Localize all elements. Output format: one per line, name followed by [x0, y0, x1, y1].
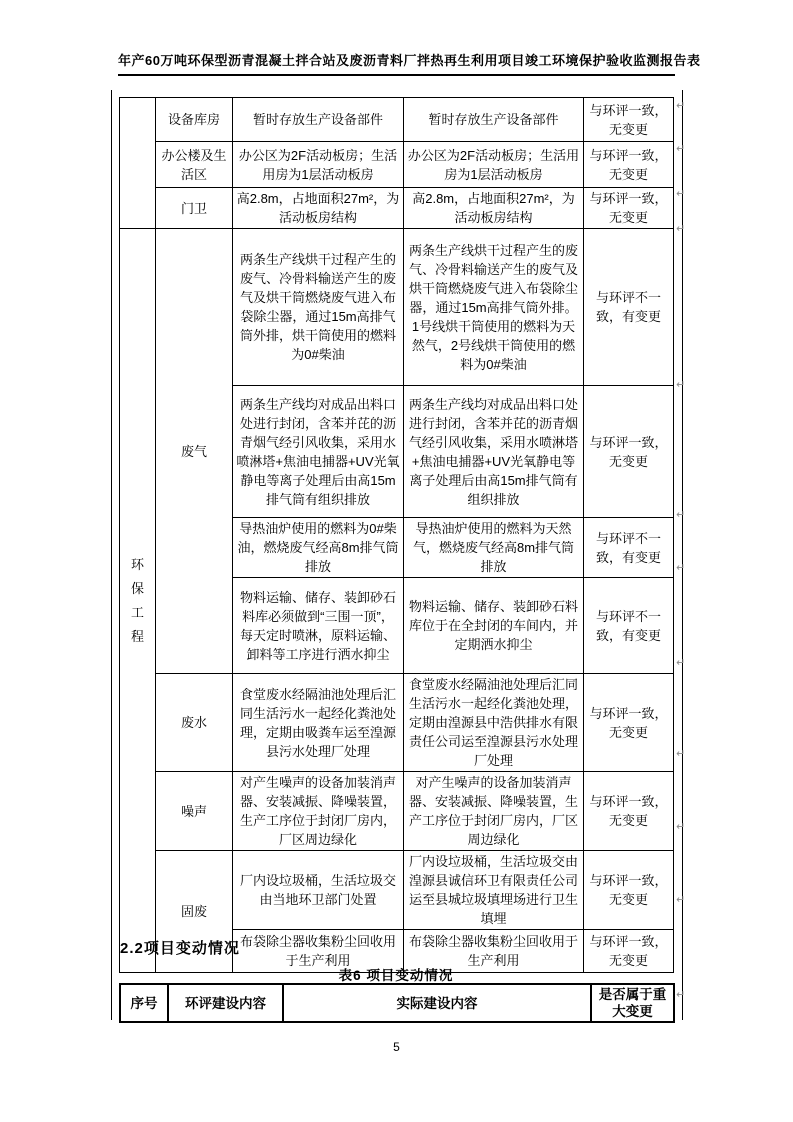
column-header-actual: 实际建设内容 — [283, 984, 591, 1022]
eia-content-cell: 布袋除尘器收集粉尘回收用于生产利用 — [233, 930, 404, 973]
document-header-title: 年产60万吨环保型沥青混凝土拌合站及废沥青料厂拌热再生利用项目竣工环境保护验收监测报告表 — [118, 53, 701, 68]
eia-content-cell: 暂时存放生产设备部件 — [233, 98, 404, 142]
eia-content-cell: 导热油炉使用的燃料为0#柴油，燃烧废气经高8m排气筒排放 — [233, 518, 404, 578]
actual-content-cell: 两条生产线烘干过程产生的废气、冷骨料输送产生的废气及烘干筒燃烧废气进入布袋除尘器，通过15m高排气筒外排。1号线烘干筒使用的燃料为天然气，2号线烘干筒使用的燃料为0#柴油 — [404, 229, 584, 386]
status-cell: 与环评一致，无变更 — [584, 851, 674, 930]
eia-content-cell: 对产生噪声的设备加装消声器、安装减振、降噪装置，生产工序位于封闭厂房内，厂区周边绿化 — [233, 772, 404, 851]
eia-content-cell: 两条生产线烘干过程产生的废气、冷骨料输送产生的废气及烘干筒燃烧废气进入布袋除尘器，通过15m高排气筒外排，烘干筒使用的燃料为0#柴油 — [233, 229, 404, 386]
paragraph-mark: ↵ — [676, 100, 686, 112]
category-cell: 废水 — [156, 674, 233, 772]
paragraph-mark: ↵ — [676, 188, 686, 200]
page-number: 5 — [393, 1040, 400, 1054]
group-label-cell — [120, 229, 156, 973]
paragraph-mark: ↵ — [676, 143, 686, 155]
table-row — [120, 98, 674, 142]
table-row — [120, 772, 674, 851]
group-label-cell-empty — [120, 98, 156, 229]
table-row — [120, 674, 674, 772]
category-cell: 固废 — [156, 851, 233, 973]
facility-comparison-table — [119, 97, 674, 973]
actual-content-cell: 对产生噪声的设备加装消声器、安装减振、降噪装置，生产工序位于封闭厂房内，厂区周边绿化 — [404, 772, 584, 851]
paragraph-mark: ↵ — [676, 223, 686, 235]
actual-content-cell: 两条生产线均对成品出料口处进行封闭，含苯并芘的沥青烟气经引风收集，采用水喷淋塔+焦油电捕器+UV光氧静电等离子处理后由高15m排气筒有组织排放 — [404, 386, 584, 518]
table-row — [120, 142, 674, 188]
actual-content-cell: 暂时存放生产设备部件 — [404, 98, 584, 142]
status-cell: 与环评一致，无变更 — [584, 188, 674, 229]
category-cell: 废气 — [156, 229, 233, 674]
header-rule — [118, 74, 675, 76]
column-header-major-change: 是否属于重大变更 — [591, 984, 674, 1022]
table-caption: 表6 项目变动情况 — [338, 968, 454, 983]
category-cell: 噪声 — [156, 772, 233, 851]
category-cell: 办公楼及生活区 — [156, 142, 233, 188]
eia-content-cell: 厂内设垃圾桶，生活垃圾交由当地环卫部门处置 — [233, 851, 404, 930]
eia-content-cell: 物料运输、储存、装卸砂石料库必须做到“三围一顶”，每天定时喷淋，原料运输、卸料等工序进行洒水抑尘 — [233, 578, 404, 674]
status-cell: 与环评一致，无变更 — [584, 386, 674, 518]
eia-content-cell: 食堂废水经隔油池处理后汇同生活污水一起经化粪池处理，定期由吸粪车运至湟源县污水处理厂处理 — [233, 674, 404, 772]
status-cell: 与环评不一致，有变更 — [584, 578, 674, 674]
status-cell: 与环评一致，无变更 — [584, 98, 674, 142]
actual-content-cell: 办公区为2F活动板房；生活用房为1层活动板房 — [404, 142, 584, 188]
paragraph-mark: ↵ — [676, 509, 686, 521]
group-label-vertical: 环保工程 — [130, 556, 144, 644]
paragraph-mark: ↵ — [676, 989, 686, 1001]
status-cell: 与环评不一致，有变更 — [584, 518, 674, 578]
section-heading: 2.2项目变动情况 — [120, 940, 240, 957]
actual-content-cell: 食堂废水经隔油池处理后汇同生活污水一起经化粪池处理，定期由湟源县中浩供排水有限责任公司运至湟源县污水处理厂处理 — [404, 674, 584, 772]
table-row — [120, 188, 674, 229]
category-cell: 门卫 — [156, 188, 233, 229]
table-header-row — [120, 984, 674, 1022]
category-cell: 设备库房 — [156, 98, 233, 142]
status-cell: 与环评不一致，有变更 — [584, 229, 674, 386]
status-cell: 与环评一致，无变更 — [584, 142, 674, 188]
paragraph-mark: ↵ — [676, 657, 686, 669]
eia-content-cell: 两条生产线均对成品出料口处进行封闭，含苯并芘的沥青烟气经引风收集，采用水喷淋塔+焦油电捕器+UV光氧静电等离子处理后由高15m排气筒有组织排放 — [233, 386, 404, 518]
actual-content-cell: 布袋除尘器收集粉尘回收用于生产利用 — [404, 930, 584, 973]
eia-content-cell: 办公区为2F活动板房；生活用房为1层活动板房 — [233, 142, 404, 188]
paragraph-mark: ↵ — [676, 379, 686, 391]
column-header-seq: 序号 — [120, 984, 168, 1022]
actual-content-cell: 物料运输、储存、装卸砂石料库位于在全封闭的车间内，并定期洒水抑尘 — [404, 578, 584, 674]
eia-content-cell: 高2.8m，占地面积27m²，为活动板房结构 — [233, 188, 404, 229]
actual-content-cell: 厂内设垃圾桶，生活垃圾交由湟源县诚信环卫有限责任公司运至县城垃圾填埋场进行卫生填埋 — [404, 851, 584, 930]
paragraph-mark: ↵ — [676, 821, 686, 833]
status-cell: 与环评一致，无变更 — [584, 930, 674, 973]
table-row — [120, 851, 674, 930]
table-row — [120, 229, 674, 386]
actual-content-cell: 导热油炉使用的燃料为天然气，燃烧废气经高8m排气筒排放 — [404, 518, 584, 578]
status-cell: 与环评一致，无变更 — [584, 674, 674, 772]
actual-content-cell: 高2.8m，占地面积27m²，为活动板房结构 — [404, 188, 584, 229]
status-cell: 与环评一致，无变更 — [584, 772, 674, 851]
paragraph-mark: ↵ — [676, 562, 686, 574]
paragraph-mark: ↵ — [676, 894, 686, 906]
project-change-table — [119, 983, 675, 1023]
column-header-eia: 环评建设内容 — [168, 984, 283, 1022]
paragraph-mark: ↵ — [676, 748, 686, 760]
